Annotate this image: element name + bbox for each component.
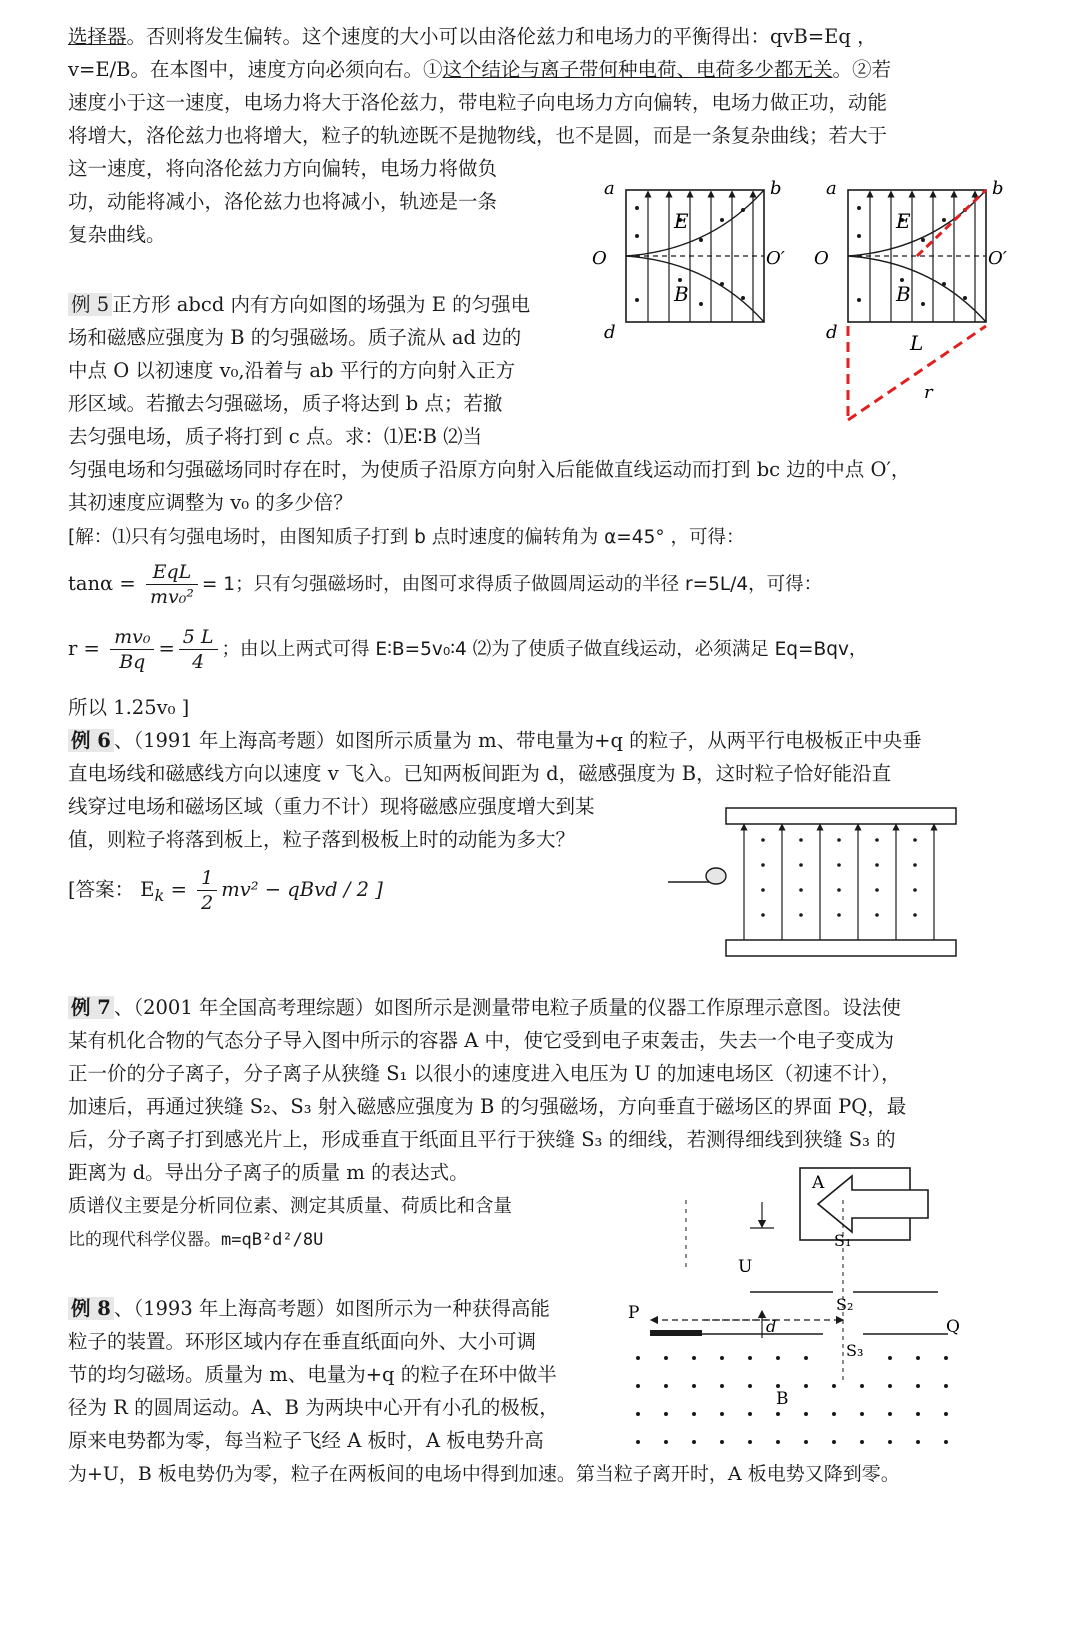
ex7-label-q: Q	[946, 1317, 960, 1337]
ex5-text-1: 正方形 abcd 内有方向如图的场强为 E 的匀强电	[112, 293, 531, 316]
ex5-r-num2: 5 L	[179, 625, 218, 650]
ex5-line-4: 形区域。若撤去匀强磁场，质子将达到 b 点；若撤	[68, 392, 503, 415]
ex6-line-1	[68, 726, 922, 756]
ex7-line-2: 某有机化合物的气态分子导入图中所示的容器 A 中，使它受到电子束轰击，失去一个电子变成为	[68, 1029, 894, 1052]
ex5-tan-num: EqL	[146, 560, 198, 585]
ex7-figure	[628, 1160, 978, 1460]
ex6-line-3: 线穿过电场和磁场区域（重力不计）现将磁感应强度增大到某	[68, 795, 595, 818]
ex5-solution-end: 所以 1.25v₀ ]	[68, 696, 190, 719]
ex5-line-3: 中点 O 以初速度 v₀,沿着与 ab 平行的方向射入正方	[68, 359, 516, 382]
ex5-label-b: b	[770, 180, 782, 199]
ex5-line-2: 场和磁感应强度为 B 的匀强磁场。质子流从 ad 边的	[68, 326, 522, 349]
intro-line-3: 速度小于这一速度，电场力将大于洛伦兹力，带电粒子向电场力方向偏转，电场力做正功，动能	[68, 91, 888, 114]
ex5b-label-b-field: B	[896, 282, 911, 306]
ex5b-label-r: r	[924, 382, 933, 403]
ex8-text-1: 、（1993 年上海高考题）如图所示为一种获得高能	[113, 1297, 550, 1320]
ex5-r-den2: 4	[192, 651, 205, 673]
ex5-figure-1	[590, 180, 790, 360]
ex7-label-a: A	[812, 1173, 825, 1193]
ex6-answer-num: 1	[197, 866, 217, 891]
intro-line-4: 将增大，洛伦兹力也将增大，粒子的轨迹既不是抛物线，也不是圆，而是一条复杂曲线；若大于	[68, 124, 888, 147]
ex7-line-8: 比的现代科学仪器。m=qB²d²/8U	[68, 1230, 324, 1250]
ex5b-label-o: O	[814, 248, 829, 269]
intro-line-6: 功，动能将减小，洛伦兹力也将减小，轨迹是一条	[68, 190, 498, 213]
ex7-photographic-plate	[650, 1330, 702, 1336]
intro-line-7: 复杂曲线。	[68, 223, 166, 246]
ex5-r-rhs: ；由以上两式可得 E∶B=5v₀∶4 ⑵为了使质子做直线运动，必须满足 Eq=Bqv，	[221, 639, 868, 660]
ex5-tan-lhs: tanα =	[68, 572, 136, 595]
intro-text-2a: v=E/B。在本图中，速度方向必须向右。①	[68, 58, 443, 81]
ex7-label-s3: S₃	[846, 1341, 864, 1360]
intro-underline-2: 这个结论与离子带何种电荷、电荷多少都无关	[442, 58, 833, 81]
ex5b-label-b: b	[992, 180, 1004, 199]
ex5-line-1	[68, 290, 530, 320]
ex5-label-d: d	[604, 322, 616, 343]
ex6-particle	[706, 868, 726, 884]
ex5-r-fraction-2	[179, 625, 218, 674]
ex7-label-d: d	[766, 1317, 777, 1336]
intro-line-5: 这一速度，将向洛伦兹力方向偏转，电场力将做负	[68, 157, 498, 180]
ex5b-label-l: L	[910, 331, 924, 355]
ex5-r-fraction-1	[110, 625, 154, 674]
ex8-line-6: 为+U，B 板电势仍为零，粒子在两板间的电场中得到加速。第当粒子离开时，A 板电势又降到零。	[68, 1463, 900, 1485]
ex6-line-4: 值，则粒子将落到板上，粒子落到极板上时的动能为多大？	[68, 828, 576, 851]
ex7-line-5: 后，分子离子打到感光片上，形成垂直于纸面且平行于狭缝 S₃ 的细线，若测得细线到狭缝 S₃ 的	[68, 1128, 896, 1151]
ex7-line-1	[68, 993, 901, 1023]
ex6-answer-eq: =	[164, 878, 194, 901]
ex5-formula-tan	[68, 560, 822, 609]
ex6-line-2: 直电场线和磁感线方向以速度 v 飞入。已知两板间距为 d，磁感强度为 B，这时粒子恰好能沿直	[68, 762, 892, 785]
ex5-line-7: 其初速度应调整为 v₀ 的多少倍？	[68, 491, 353, 514]
ex6-answer	[68, 866, 383, 915]
intro-text-1: 。否则将发生偏转。这个速度的大小可以由洛伦兹力和电场力的平衡得出：qvB=Eq ，	[126, 25, 877, 48]
ex8-line-4: 径为 R 的圆周运动。A、B 为两块中心开有小孔的极板，	[68, 1396, 559, 1419]
intro-underline-1: 选择器	[68, 25, 127, 48]
ex6-answer-rest: mv² − qBvd / 2 ]	[221, 878, 383, 901]
ex5-r-den: Bq	[119, 651, 146, 673]
ex5-r-eq: =	[158, 637, 175, 660]
ex5-label-a: a	[604, 180, 615, 199]
ex5-figure-2	[812, 180, 1022, 450]
ex5b-label-o2: O′	[988, 248, 1007, 269]
intro-line-1	[68, 22, 877, 52]
ex8-line-2: 粒子的装置。环形区域内存在垂直纸面向外、大小可调	[68, 1330, 537, 1353]
ex5-tan-den: mv₀²	[149, 586, 194, 608]
ex8-line-3: 节的均匀磁场。质量为 m、电量为+q 的粒子在环中做半	[68, 1363, 557, 1386]
ex6-answer-fraction	[197, 866, 217, 915]
ex5b-label-a: a	[826, 180, 837, 199]
ex7-label-p: P	[628, 1303, 640, 1323]
ex5-label-o2: O′	[766, 248, 785, 269]
ex6-text-1: 、（1991 年上海高考题）如图所示质量为 m、带电量为+q 的粒子，从两平行电极板正中央垂	[113, 729, 922, 752]
ex6-bottom-plate	[726, 940, 956, 956]
ex5-line-5: 去匀强电场，质子将打到 c 点。求：⑴E∶B ⑵当	[68, 425, 483, 448]
ex7-line-4: 加速后，再通过狭缝 S₂、S₃ 射入磁感应强度为 B 的匀强磁场，方向垂直于磁场区的界面 PQ，最	[68, 1095, 907, 1118]
ex5-solution-1: [解：⑴只有匀强电场时，由图知质子打到 b 点时速度的偏转角为 α=45° ，可得：	[68, 527, 745, 548]
ex8-tag: 例 8	[68, 1297, 114, 1320]
ex5-tan-rhs: = 1；只有匀强磁场时，由图可求得质子做圆周运动的半径 r=5L/4，可得：	[201, 574, 823, 595]
ex5-r-num: mv₀	[110, 625, 154, 650]
ex5-r-lhs: r =	[68, 637, 100, 660]
ex6-answer-sub: k	[154, 885, 165, 905]
ex6-top-plate	[726, 808, 956, 824]
ex6-tag: 例 6	[68, 729, 114, 752]
ex7-label-s2: S₂	[836, 1295, 854, 1314]
ex8-line-1	[68, 1294, 550, 1324]
ex7-label-b: B	[776, 1389, 789, 1409]
ex5-label-o: O	[592, 248, 607, 269]
ex5-line-6: 匀强电场和匀强磁场同时存在时，为使质子沿原方向射入后能做直线运动而打到 bc 边的中点 O′，	[68, 458, 911, 481]
ex5-tan-fraction	[146, 560, 198, 609]
ex7-text-1: 、（2001 年全国高考理综题）如图所示是测量带电粒子质量的仪器工作原理示意图。设法使	[113, 996, 901, 1019]
intro-text-2c: 。②若	[832, 58, 892, 81]
ex8-line-5: 原来电势都为零，每当粒子飞经 A 板时，A 板电势升高	[68, 1429, 544, 1452]
ex5b-label-d: d	[826, 322, 838, 343]
ex5-label-b-field: B	[674, 282, 689, 306]
ex5-formula-r	[68, 625, 867, 674]
ex7-label-s1: S₁	[834, 1231, 852, 1250]
ex7-line-7: 质谱仪主要是分析同位素、测定其质量、荷质比和含量	[68, 1196, 513, 1217]
ex5-tag: 例 5	[68, 293, 112, 316]
ex6-answer-pre: [答案： E	[68, 878, 155, 901]
ex5-label-e: E	[674, 209, 689, 233]
ex7-line-3: 正一价的分子离子，分子离子从狭缝 S₁ 以很小的速度进入电压为 U 的加速电场区（初速不计），	[68, 1062, 901, 1085]
ex6-figure	[668, 800, 968, 965]
ex5b-label-e: E	[896, 209, 911, 233]
intro-line-2	[68, 55, 891, 85]
ex6-answer-den: 2	[201, 892, 214, 914]
ex7-label-u: U	[738, 1257, 753, 1277]
ex7-tag: 例 7	[68, 996, 114, 1019]
ex7-line-6: 距离为 d。导出分子离子的质量 m 的表达式。	[68, 1161, 469, 1184]
